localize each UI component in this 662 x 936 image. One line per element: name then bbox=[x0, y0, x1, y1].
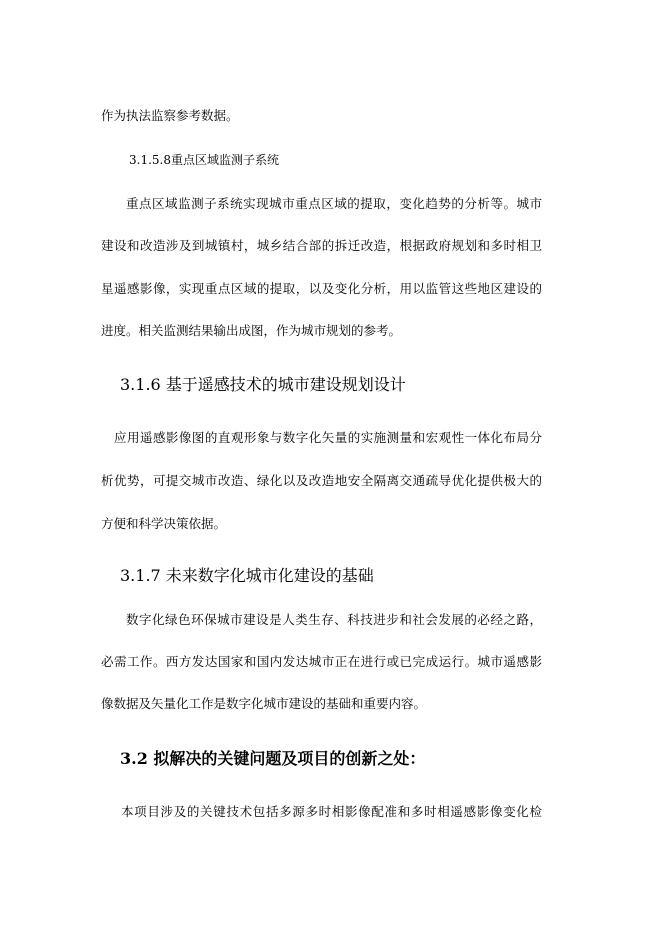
continuation-text: 作为执法监察参考数据。 bbox=[101, 108, 239, 123]
paragraph-line: 星遥感影像，实现重点区域的提取，以及变化分析，用以监管这些地区建设的 bbox=[101, 281, 542, 296]
heading-3-2: 3.2 拟解决的关键问题及项目的创新之处： bbox=[120, 749, 426, 768]
heading-3-1-6: 3.1.6 基于遥感技术的城市建设规划设计 bbox=[120, 375, 406, 394]
heading-3-1-7: 3.1.7 未来数字化城市化建设的基础 bbox=[120, 566, 374, 585]
paragraph-line: 应用遥感影像图的直观形象与数字化矢量的实施测量和宏观性一体化布局分 bbox=[114, 430, 542, 445]
paragraph-line: 进度。相关监测结果输出成图，作为城市规划的参考。 bbox=[101, 323, 402, 338]
paragraph-line: 数字化绿色环保城市建设是人类生存、科技进步和社会发展的必经之路， bbox=[126, 612, 542, 627]
paragraph-line: 必需工作。西方发达国家和国内发达城市正在进行或已完成运行。城市遥感影 bbox=[101, 654, 542, 669]
paragraph-line: 本项目涉及的关键技术包括多源多时相影像配准和多时相遥感影像变化检 bbox=[121, 804, 542, 819]
paragraph-line: 像数据及矢量化工作是数字化城市建设的基础和重要内容。 bbox=[101, 696, 427, 711]
paragraph-line: 析优势，可提交城市改造、绿化以及改造地安全隔离交通疏导优化提供极大的 bbox=[101, 473, 542, 488]
heading-3-1-5-8: 3.1.5.8重点区域监测子系统 bbox=[129, 153, 279, 167]
paragraph-line: 重点区域监测子系统实现城市重点区域的提取，变化趋势的分析等。城市 bbox=[126, 196, 542, 211]
paragraph-line: 方便和科学决策依据。 bbox=[101, 516, 227, 531]
paragraph-line: 建设和改造涉及到城镇村，城乡结合部的拆迁改造，根据政府规划和多时相卫 bbox=[101, 238, 542, 253]
